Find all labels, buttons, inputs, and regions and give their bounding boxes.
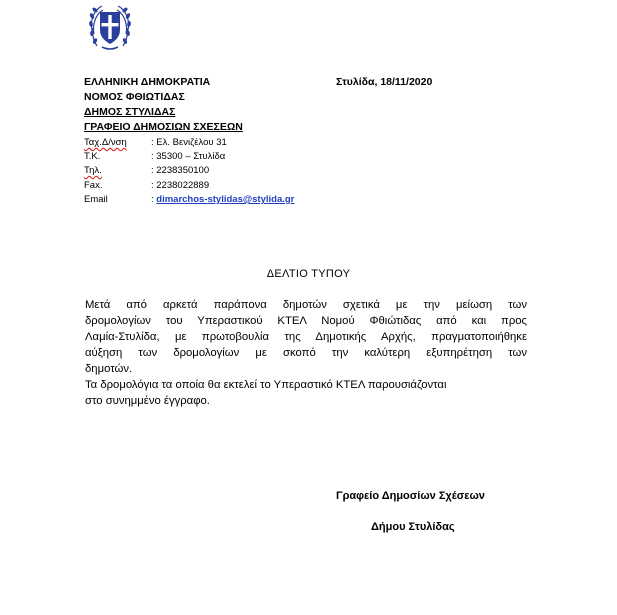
country-heading: ΕΛΛΗΝΙΚΗ ΔΗΜΟΚΡΑΤΙΑ [84, 76, 211, 88]
email-label: Email [84, 194, 108, 205]
body-line: Λαμία-Στυλίδα, με πρωτοβουλία της Δημοτικής Αρχής, πραγματοποιήθηκε [85, 331, 527, 343]
address-row [84, 137, 227, 149]
phone-value: : 2238350100 [151, 165, 210, 176]
signature-office: Γραφείο Δημοσίων Σχέσεων [336, 490, 485, 502]
body-line: Μετά από αρκετά παράπονα δημοτών σχετικά με την μείωση των [85, 299, 527, 311]
body-line: στο συνημμένο έγγραφο. [85, 395, 210, 407]
email-row [84, 194, 295, 206]
fax-row [84, 180, 210, 192]
municipality-heading: ΔΗΜΟΣ ΣΤΥΛΙΔΑΣ [84, 106, 176, 118]
greek-coat-of-arms-icon [88, 2, 132, 52]
body-line: αύξηση των δρομολογίων με σκοπό την καλύτερη εξυπηρέτηση των [85, 347, 527, 359]
fax-label: Fax. [84, 180, 103, 191]
phone-label: Τηλ. [84, 165, 102, 176]
zip-value: : 35300 – Στυλίδα [151, 151, 226, 162]
fax-value: : 2238022889 [151, 180, 210, 191]
signature-municipality: Δήμου Στυλίδας [371, 521, 455, 533]
address-label: Ταχ.Δ/νση [84, 137, 127, 148]
zip-label: Τ.Κ. [84, 151, 101, 162]
email-value-wrap [151, 194, 294, 206]
press-release-title: ΔΕΛΤΙΟ ΤΥΠΟΥ [266, 268, 351, 280]
prefecture-heading: ΝΟΜΟΣ ΦΘΙΩΤΙΔΑΣ [84, 91, 185, 103]
zip-row [84, 151, 226, 163]
phone-row [84, 165, 210, 177]
body-line: δρομολογίων του Υπεραστικού ΚΤΕΛ Νομού Φθιώτιδας από και προς [85, 315, 527, 327]
email-separator: : [151, 194, 157, 205]
body-line: δημοτών. [85, 363, 133, 375]
office-heading: ΓΡΑΦΕΙΟ ΔΗΜΟΣΙΩΝ ΣΧΕΣΕΩΝ [84, 121, 243, 133]
place-date: Στυλίδα, 18/11/2020 [336, 76, 433, 88]
address-value: : Ελ. Βενιζέλου 31 [151, 137, 227, 148]
email-link[interactable]: dimarchos-stylidas@stylida.gr [156, 194, 295, 205]
body-line: Τα δρομολόγια τα οποία θα εκτελεί το Υπεραστικό ΚΤΕΛ παρουσιάζονται [85, 379, 447, 391]
